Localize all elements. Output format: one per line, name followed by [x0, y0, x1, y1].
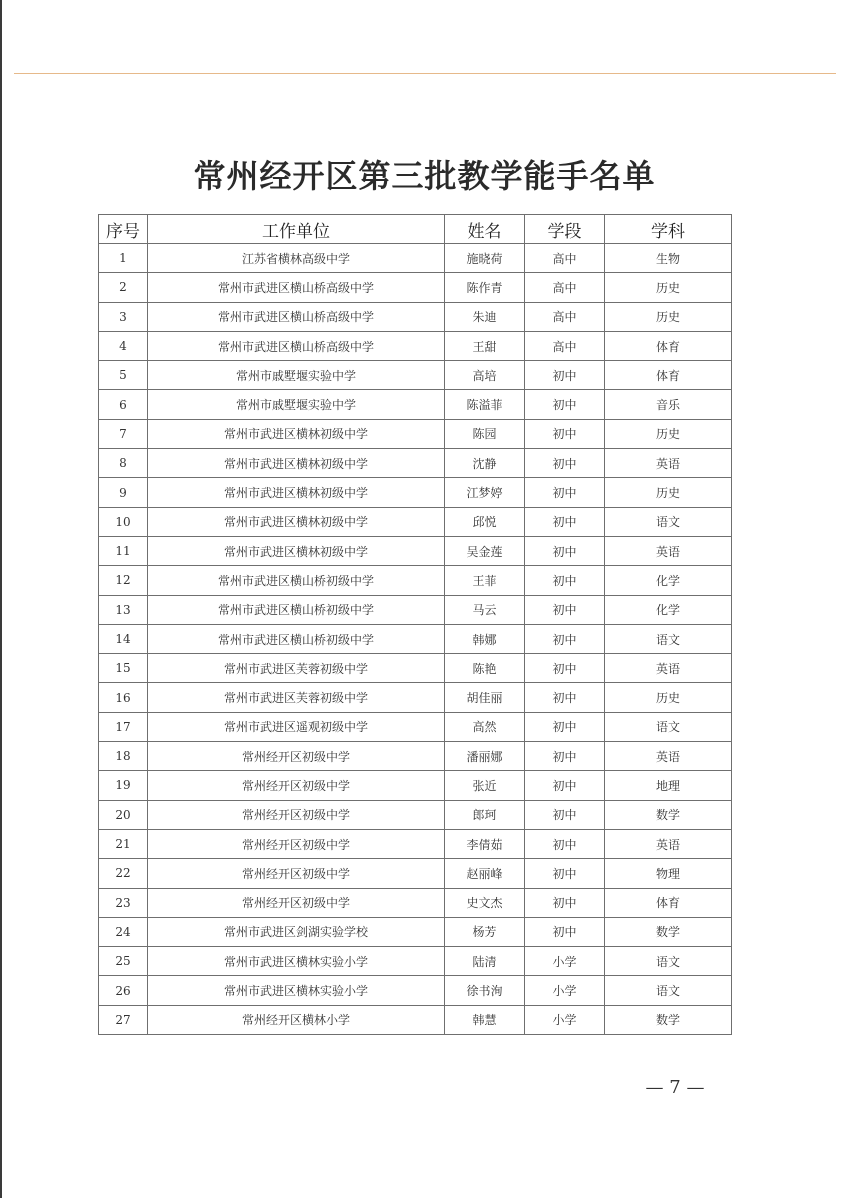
table-row: [99, 1005, 732, 1034]
cell-subject: 化学: [605, 566, 732, 595]
cell-name: 陈作青: [445, 273, 525, 302]
cell-no: 6: [99, 390, 148, 419]
cell-unit: 常州市武进区横林初级中学: [148, 536, 445, 565]
table-row: [99, 976, 732, 1005]
cell-name: 韩慧: [445, 1005, 525, 1034]
cell-subject: 历史: [605, 478, 732, 507]
cell-unit: 常州经开区初级中学: [148, 888, 445, 917]
cell-unit: 常州市武进区横林初级中学: [148, 478, 445, 507]
cell-no: 25: [99, 947, 148, 976]
cell-name: 史文杰: [445, 888, 525, 917]
page-title: 常州经开区第三批教学能手名单: [193, 157, 656, 195]
cell-unit: 常州市武进区横林初级中学: [148, 419, 445, 448]
cell-name: 陈艳: [445, 654, 525, 683]
table-row: [99, 654, 732, 683]
cell-no: 24: [99, 917, 148, 946]
cell-name: 吴金莲: [445, 536, 525, 565]
table-row: [99, 917, 732, 946]
cell-stage: 初中: [525, 654, 605, 683]
cell-stage: 高中: [525, 273, 605, 302]
cell-stage: 初中: [525, 771, 605, 800]
cell-subject: 语文: [605, 624, 732, 653]
cell-subject: 历史: [605, 302, 732, 331]
cell-subject: 化学: [605, 595, 732, 624]
cell-no: 5: [99, 361, 148, 390]
cell-name: 张近: [445, 771, 525, 800]
table-row: [99, 683, 732, 712]
cell-subject: 语文: [605, 712, 732, 741]
cell-subject: 历史: [605, 683, 732, 712]
cell-subject: 体育: [605, 361, 732, 390]
table-row: [99, 595, 732, 624]
cell-stage: 初中: [525, 742, 605, 771]
cell-name: 徐书洵: [445, 976, 525, 1005]
cell-subject: 语文: [605, 507, 732, 536]
cell-unit: 常州经开区初级中学: [148, 859, 445, 888]
cell-no: 4: [99, 331, 148, 360]
cell-stage: 初中: [525, 595, 605, 624]
cell-no: 23: [99, 888, 148, 917]
cell-subject: 物理: [605, 859, 732, 888]
cell-subject: 生物: [605, 244, 732, 273]
cell-stage: 初中: [525, 712, 605, 741]
table-row: [99, 800, 732, 829]
cell-name: 陆清: [445, 947, 525, 976]
cell-no: 7: [99, 419, 148, 448]
cell-stage: 初中: [525, 390, 605, 419]
cell-name: 王甜: [445, 331, 525, 360]
cell-unit: 常州市武进区芙蓉初级中学: [148, 654, 445, 683]
cell-unit: 常州经开区初级中学: [148, 800, 445, 829]
cell-no: 18: [99, 742, 148, 771]
cell-name: 李倩茹: [445, 829, 525, 858]
cell-subject: 数学: [605, 1005, 732, 1034]
table-row: [99, 449, 732, 478]
cell-subject: 语文: [605, 976, 732, 1005]
cell-no: 2: [99, 273, 148, 302]
cell-stage: 初中: [525, 888, 605, 917]
cell-unit: 常州经开区横林小学: [148, 1005, 445, 1034]
cell-name: 高然: [445, 712, 525, 741]
cell-name: 韩娜: [445, 624, 525, 653]
cell-stage: 初中: [525, 419, 605, 448]
page-number: — 7 —: [645, 1077, 705, 1098]
cell-unit: 常州经开区初级中学: [148, 829, 445, 858]
cell-name: 陈园: [445, 419, 525, 448]
cell-name: 朱迪: [445, 302, 525, 331]
table-row: [99, 478, 732, 507]
header-unit: 工作单位: [148, 215, 445, 244]
cell-stage: 初中: [525, 800, 605, 829]
cell-name: 邱悦: [445, 507, 525, 536]
cell-name: 马云: [445, 595, 525, 624]
header-no: 序号: [99, 215, 148, 244]
table-row: [99, 244, 732, 273]
cell-no: 27: [99, 1005, 148, 1034]
cell-unit: 常州市武进区遥观初级中学: [148, 712, 445, 741]
cell-unit: 常州市戚墅堰实验中学: [148, 390, 445, 419]
table-header-row: [99, 215, 732, 244]
cell-no: 19: [99, 771, 148, 800]
cell-stage: 初中: [525, 566, 605, 595]
table-row: [99, 536, 732, 565]
cell-no: 26: [99, 976, 148, 1005]
cell-unit: 常州市武进区横山桥初级中学: [148, 624, 445, 653]
header-stage: 学段: [525, 215, 605, 244]
table-row: [99, 829, 732, 858]
cell-subject: 英语: [605, 654, 732, 683]
table-row: [99, 742, 732, 771]
cell-no: 3: [99, 302, 148, 331]
header-subject: 学科: [605, 215, 732, 244]
table-row: [99, 624, 732, 653]
table-row: [99, 566, 732, 595]
header-name: 姓名: [445, 215, 525, 244]
cell-name: 潘丽娜: [445, 742, 525, 771]
cell-name: 杨芳: [445, 917, 525, 946]
cell-stage: 初中: [525, 507, 605, 536]
cell-no: 10: [99, 507, 148, 536]
cell-name: 陈溢菲: [445, 390, 525, 419]
cell-unit: 常州经开区初级中学: [148, 771, 445, 800]
cell-no: 22: [99, 859, 148, 888]
roster-table: [98, 214, 732, 1035]
cell-subject: 数学: [605, 800, 732, 829]
cell-no: 20: [99, 800, 148, 829]
cell-name: 施晓荷: [445, 244, 525, 273]
cell-stage: 初中: [525, 829, 605, 858]
cell-unit: 常州市武进区横山桥高级中学: [148, 302, 445, 331]
cell-unit: 常州市武进区横山桥高级中学: [148, 331, 445, 360]
cell-no: 15: [99, 654, 148, 683]
cell-unit: 常州市武进区横林实验小学: [148, 976, 445, 1005]
cell-unit: 常州市武进区横山桥高级中学: [148, 273, 445, 302]
cell-no: 9: [99, 478, 148, 507]
cell-subject: 英语: [605, 449, 732, 478]
cell-stage: 小学: [525, 1005, 605, 1034]
cell-stage: 小学: [525, 976, 605, 1005]
cell-no: 14: [99, 624, 148, 653]
table-row: [99, 712, 732, 741]
cell-name: 胡佳丽: [445, 683, 525, 712]
cell-subject: 历史: [605, 419, 732, 448]
header-rule: [14, 73, 836, 74]
cell-stage: 初中: [525, 624, 605, 653]
cell-unit: 常州市武进区横山桥初级中学: [148, 595, 445, 624]
table-row: [99, 273, 732, 302]
cell-name: 江梦婷: [445, 478, 525, 507]
cell-subject: 英语: [605, 536, 732, 565]
roster-body: [99, 244, 732, 1035]
cell-subject: 历史: [605, 273, 732, 302]
cell-stage: 初中: [525, 361, 605, 390]
cell-unit: 江苏省横林高级中学: [148, 244, 445, 273]
table-row: [99, 331, 732, 360]
cell-stage: 高中: [525, 331, 605, 360]
cell-stage: 小学: [525, 947, 605, 976]
cell-unit: 常州经开区初级中学: [148, 742, 445, 771]
table-row: [99, 361, 732, 390]
cell-unit: 常州市武进区横林初级中学: [148, 507, 445, 536]
cell-unit: 常州市武进区横林初级中学: [148, 449, 445, 478]
cell-subject: 英语: [605, 742, 732, 771]
cell-name: 王菲: [445, 566, 525, 595]
table-row: [99, 302, 732, 331]
table-row: [99, 947, 732, 976]
cell-stage: 初中: [525, 683, 605, 712]
cell-unit: 常州市武进区剑湖实验学校: [148, 917, 445, 946]
cell-subject: 音乐: [605, 390, 732, 419]
cell-no: 17: [99, 712, 148, 741]
cell-no: 12: [99, 566, 148, 595]
cell-name: 高培: [445, 361, 525, 390]
cell-unit: 常州市武进区横林实验小学: [148, 947, 445, 976]
table-row: [99, 771, 732, 800]
cell-subject: 语文: [605, 947, 732, 976]
table-row: [99, 419, 732, 448]
cell-subject: 地理: [605, 771, 732, 800]
cell-no: 16: [99, 683, 148, 712]
cell-stage: 初中: [525, 917, 605, 946]
cell-unit: 常州市戚墅堰实验中学: [148, 361, 445, 390]
cell-subject: 体育: [605, 331, 732, 360]
cell-no: 1: [99, 244, 148, 273]
cell-stage: 初中: [525, 449, 605, 478]
cell-no: 8: [99, 449, 148, 478]
cell-no: 21: [99, 829, 148, 858]
cell-subject: 体育: [605, 888, 732, 917]
cell-subject: 数学: [605, 917, 732, 946]
cell-name: 赵丽峰: [445, 859, 525, 888]
cell-name: 沈静: [445, 449, 525, 478]
table-row: [99, 507, 732, 536]
table-row: [99, 859, 732, 888]
cell-stage: 初中: [525, 859, 605, 888]
cell-stage: 初中: [525, 478, 605, 507]
cell-subject: 英语: [605, 829, 732, 858]
table-row: [99, 888, 732, 917]
cell-stage: 初中: [525, 536, 605, 565]
table-row: [99, 390, 732, 419]
cell-stage: 高中: [525, 244, 605, 273]
cell-no: 11: [99, 536, 148, 565]
cell-stage: 高中: [525, 302, 605, 331]
cell-unit: 常州市武进区横山桥初级中学: [148, 566, 445, 595]
cell-unit: 常州市武进区芙蓉初级中学: [148, 683, 445, 712]
cell-name: 郎珂: [445, 800, 525, 829]
cell-no: 13: [99, 595, 148, 624]
